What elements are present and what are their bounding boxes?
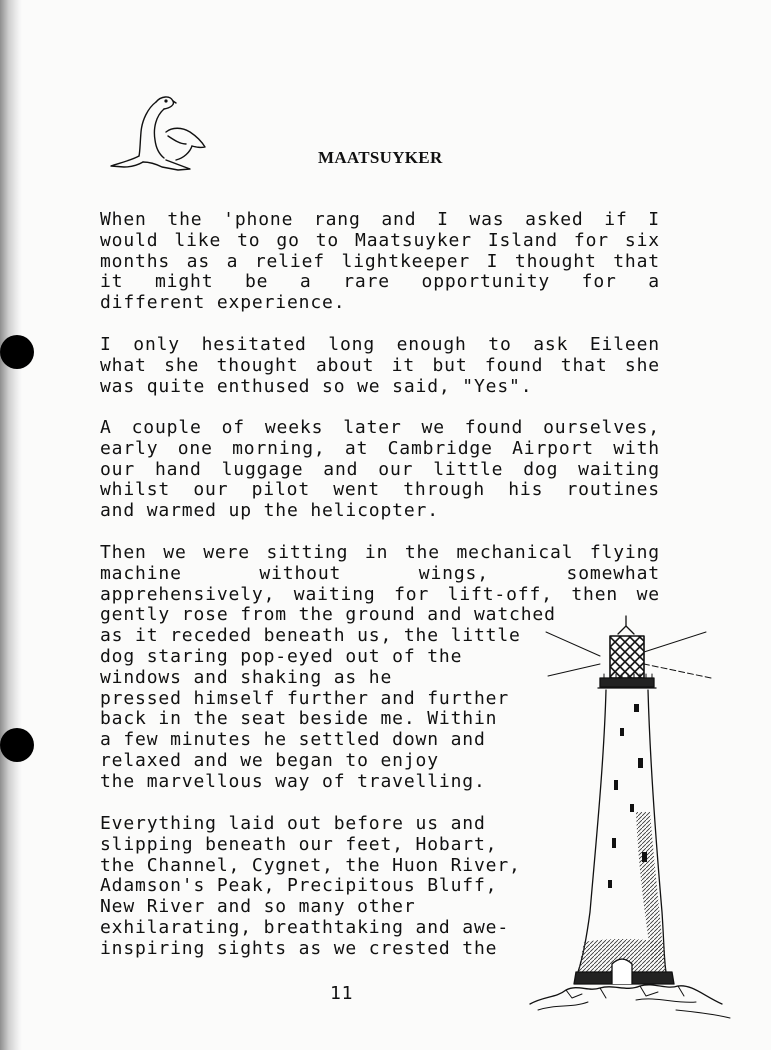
text-line: different experience. [100,292,346,314]
binder-hole [0,728,34,762]
text-line: a few minutes he settled down and [100,729,486,751]
text-line: whilst our pilot went through his routines [100,479,660,501]
text-line: as it receded beneath us, the little [100,625,521,647]
text-line: the marvellous way of travelling. [100,770,486,792]
text-line: I only hesitated long enough to ask Eileen [100,334,660,355]
paragraph [100,210,660,314]
text-line: machine without wings, somewhat [100,562,660,584]
text-line: was quite enthused so we said, "Yes". [100,375,533,397]
paragraph [100,335,660,397]
text-line: relaxed and we began to enjoy [100,749,439,771]
text-line: what she thought about it but found that she [100,354,660,376]
text-line: slipping beneath our feet, Hobart, [100,833,498,855]
text-line: A couple of weeks later we found ourselves, [100,417,660,438]
text-line: Then we were sitting in the mechanical flying [100,542,660,563]
paragraph [100,418,660,522]
lighthouse-illustration [526,612,736,1032]
text-line: pressed himself further and further [100,687,510,709]
seal-illustration [106,92,210,172]
binder-hole [0,335,34,369]
text-line: New River and so many other [100,896,416,918]
text-line: months as a relief lightkeeper I thought that [100,250,660,272]
text-line: gently rose from the ground and watched [100,604,556,626]
page-edge-shadow [0,0,22,1050]
text-line: dog staring pop-eyed out of the [100,645,463,667]
paragraph [100,814,550,960]
text-line: our hand luggage and our little dog waiting [100,458,660,480]
text-line: windows and shaking as he [100,666,393,688]
text-line: exhilarating, breathtaking and awe- [100,916,510,938]
page-number: 11 [330,983,354,1004]
text-line: would like to go to Maatsuyker Island for six [100,229,660,251]
text-line: it might be a rare opportunity for a [100,271,660,293]
chapter-title: MAATSUYKER [318,148,443,167]
text-line: When the 'phone rang and I was asked if I [100,209,660,230]
text-line: back in the seat beside me. Within [100,708,498,730]
text-line: Everything laid out before us and [100,813,486,834]
text-line: apprehensively, waiting for lift-off, then we [100,583,660,605]
text-line: the Channel, Cygnet, the Huon River, [100,854,521,876]
text-line: Adamson's Peak, Precipitous Bluff, [100,875,498,897]
text-line: early one morning, at Cambridge Airport with [100,437,660,459]
text-line: and warmed up the helicopter. [100,500,439,522]
text-line: inspiring sights as we crested the [100,937,498,959]
